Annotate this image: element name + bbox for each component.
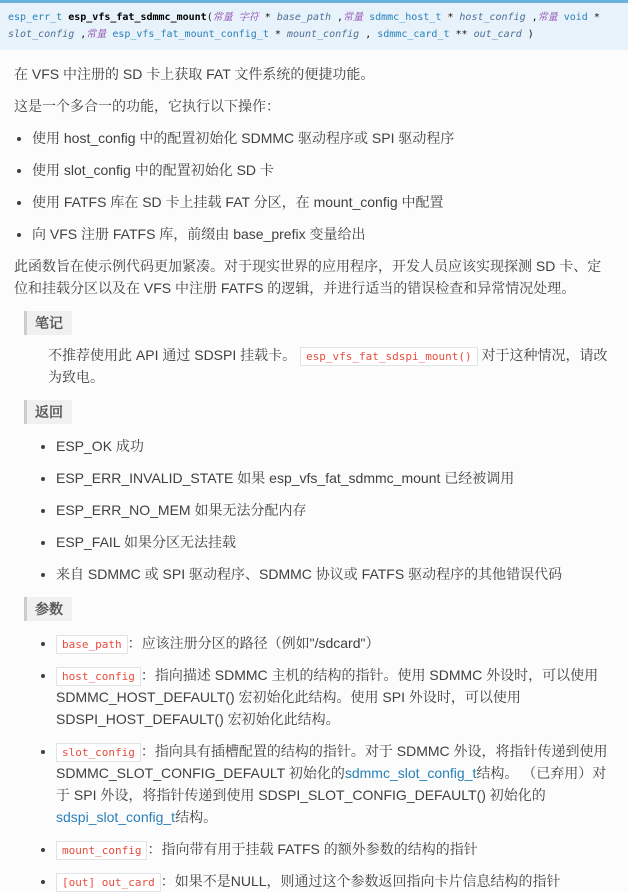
param-desc: 结构。 （已弃用）对于 SPI 外设，将指针传递到使用 SDSPI_SLOT_CONFIG_DEFAULT() 初始化的 — [56, 765, 607, 803]
param-item-mount-config — [56, 838, 614, 860]
params-label: 参数 — [24, 597, 72, 621]
signature-token: ** — [449, 29, 474, 40]
signature-token: void — [563, 12, 588, 23]
return-item: • ESP_OK 成功 — [56, 435, 614, 457]
param-desc: ：指向具有插槽配置的结构的指针。对于 SDMMC 外设，将指针传递到使用 SDMMC_SLOT_CONFIG_DEFAULT 初始化的 — [56, 743, 608, 781]
signature-type-link[interactable]: sdmmc_host_t — [369, 12, 442, 23]
signature-token: 常量 — [343, 12, 364, 23]
signature-token: out_card — [473, 29, 522, 40]
param-name-chip: [out] out_card — [56, 873, 161, 892]
list-item: • 使用 host_config 中的配置初始化 SDMMC 驱动程序或 SPI 驱动程序 — [32, 127, 614, 149]
description-paragraph-1: 在 VFS 中注册的 SD 卡上获取 FAT 文件系统的便捷功能。 — [14, 66, 375, 82]
returns-list — [14, 435, 614, 585]
param-name-chip: host_config — [56, 667, 141, 686]
return-item: • ESP_ERR_INVALID_STATE 如果 esp_vfs_fat_sdmmc_mount 已经被调用 — [56, 467, 614, 489]
param-item-host-config — [56, 664, 614, 730]
signature-token: slot_config — [8, 29, 75, 40]
params-list — [14, 632, 614, 892]
signature-token: base_path — [276, 12, 332, 23]
signature-token: , — [359, 29, 378, 40]
param-name-chip: base_path — [56, 635, 128, 654]
param-item-out-card — [56, 870, 614, 892]
return-item: • 来自 SDMMC 或 SPI 驱动程序、SDMMC 协议或 FATFS 驱动程序的其他错误代码 — [56, 563, 614, 585]
signature-type-link[interactable]: esp_err_t — [8, 12, 63, 23]
param-desc: ：指向描述 SDMMC 主机的结构的指针。使用 SDMMC 外设时，可以使用 SDMMC_HOST_DEFAULT() 宏初始化此结构。使用 SPI 外设时，可以使用 SDSPI_HOST_DEFAULT() 宏初始化此结构。 — [56, 667, 599, 727]
operations-list — [14, 127, 614, 245]
note-body — [48, 344, 614, 388]
list-item: • 使用 slot_config 中的配置初始化 SD 卡 — [32, 159, 614, 181]
signature-type-link[interactable]: sdmmc_card_t — [377, 29, 450, 40]
signature-token: * — [587, 12, 600, 23]
signature-token: 常量 字符 — [212, 12, 259, 23]
signature-token: , — [331, 12, 344, 23]
signature-token: , — [74, 29, 87, 40]
param-desc: ：应该注册分区的路径（例如"/sdcard"） — [127, 635, 380, 651]
list-item: • 使用 FATFS 库在 SD 卡上挂载 FAT 分区，在 mount_config 中配置 — [32, 191, 614, 213]
signature-token: mount_config — [286, 29, 360, 40]
list-item: • 向 VFS 注册 FATFS 库，前缀由 base_prefix 变量给出 — [32, 223, 614, 245]
param-item-slot-config — [56, 740, 614, 828]
signature-token: esp_vfs_fat_sdmmc_mount — [68, 12, 207, 23]
description-paragraph-2: 这是一个多合一的功能，它执行以下操作： — [14, 98, 280, 114]
return-item: • ESP_ERR_NO_MEM 如果无法分配内存 — [56, 499, 614, 521]
param-desc: ：指向带有用于挂载 FATFS 的额外参数的结构的指针 — [147, 841, 478, 857]
doc-content — [0, 50, 628, 892]
signature-token: ) — [521, 29, 534, 40]
note-label: 笔记 — [24, 311, 72, 335]
signature-token: * — [268, 29, 287, 40]
note-text-before: 不推荐使用此 API 通过 SDSPI 挂载卡。 — [48, 347, 297, 363]
signature-token: 常量 — [537, 12, 558, 23]
code-link-sdspi-mount[interactable]: esp_vfs_fat_sdspi_mount() — [300, 347, 478, 366]
param-desc: 结构。 — [175, 809, 218, 825]
param-name-chip: mount_config — [56, 841, 147, 860]
signature-token: , — [525, 12, 538, 23]
returns-label: 返回 — [24, 400, 72, 424]
signature-token: * — [441, 12, 460, 23]
return-item: • ESP_FAIL 如果分区无法挂载 — [56, 531, 614, 553]
link-sdmmc-slot-config-t[interactable]: sdmmc_slot_config_t — [344, 765, 477, 781]
param-item-base-path — [56, 632, 614, 654]
function-signature — [0, 0, 628, 50]
param-name-chip: slot_config — [56, 743, 141, 762]
signature-token: 常量 — [86, 29, 107, 40]
signature-type-link[interactable]: esp_vfs_fat_mount_config_t — [112, 29, 269, 40]
note-text-after: 对于这种情况，请改为致电。 — [48, 347, 608, 385]
link-sdspi-slot-config-t[interactable]: sdspi_slot_config_t — [56, 809, 176, 825]
signature-token: ( — [206, 12, 213, 23]
param-desc: ：如果不是NULL，则通过这个参数返回指向卡片信息结构的指针 — [160, 873, 561, 889]
signature-token: * — [258, 12, 277, 23]
description-paragraph-3: 此函数旨在使示例代码更加紧凑。对于现实世界的应用程序，开发人员应该实现探测 SD 卡、定位和挂载分区以及在 VFS 中注册 FATFS 的逻辑，并进行适当的错误检查和异常情况处理。 — [14, 258, 602, 296]
signature-token: host_config — [459, 12, 526, 23]
